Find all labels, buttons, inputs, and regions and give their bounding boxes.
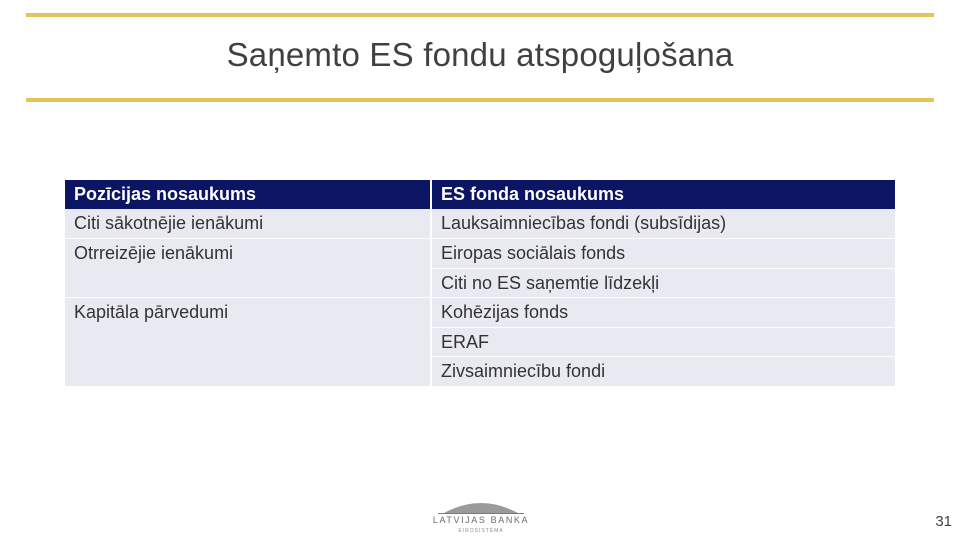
table-cell-right: Eiropas sociālais fonds [432,239,895,268]
table-cell-right: Kohēzijas fonds [432,298,895,327]
table-cell-right: Citi no ES saņemtie līdzekļi [432,269,895,297]
header-position-name: Pozīcijas nosaukums [65,180,430,209]
table-cell-left: Kapitāla pārvedumi [65,298,430,386]
top-gold-rule [26,13,934,17]
table-cell-right: Zivsaimniecību fondi [432,357,895,386]
page-number: 31 [935,513,952,530]
table-cell-right: Lauksaimniecības fondi (subsīdijas) [432,209,895,238]
header-fund-name: ES fonda nosaukums [432,180,895,209]
table-cell-left: Citi sākotnējie ienākumi [65,209,430,238]
logo-text: LATVIJAS BANKA [432,515,530,525]
latvijas-banka-logo [432,498,530,536]
bottom-gold-rule [26,98,934,102]
logo-arch-icon [432,498,530,514]
table-cell-right: ERAF [432,328,895,356]
slide-title: Saņemto ES fondu atspoguļošana [226,36,734,73]
logo-subtext: EIROSISTĒMA [458,528,504,534]
table-cell-left: Otrreizējie ienākumi [65,239,430,297]
